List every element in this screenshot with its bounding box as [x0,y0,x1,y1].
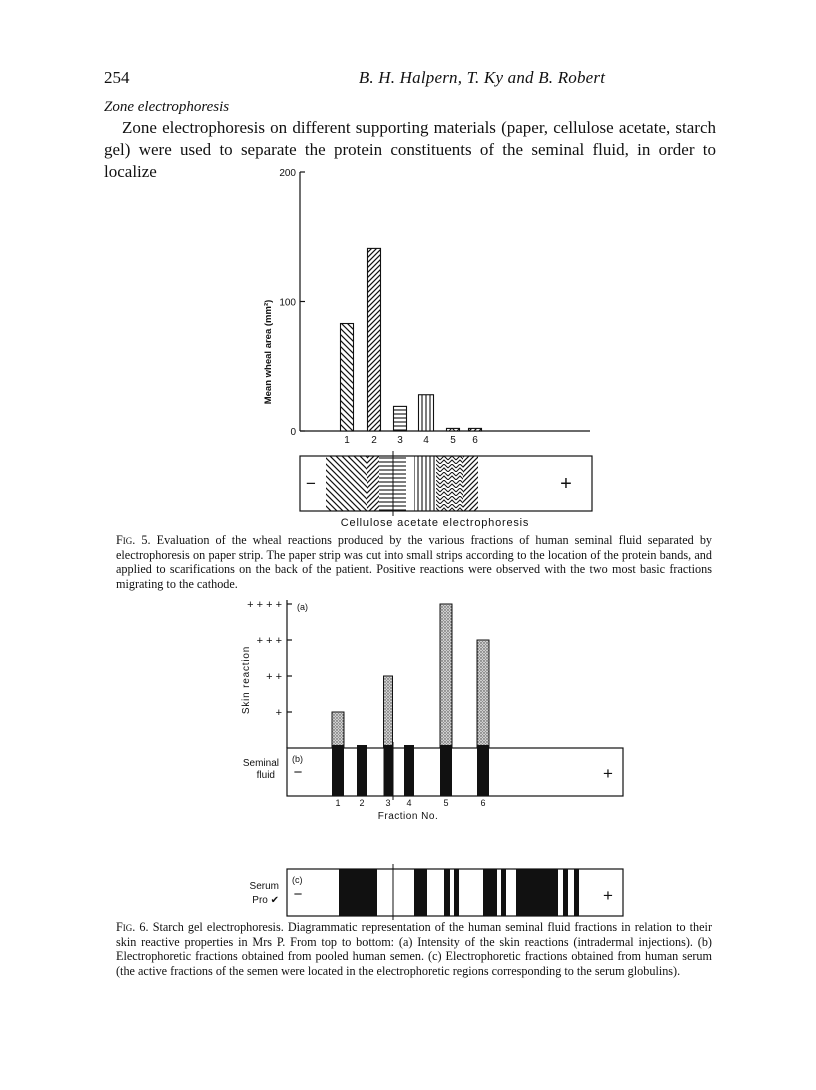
seminal-fluid-label-1: Seminal [242,758,279,769]
fig5-ylabel: Mean wheal area (mm²) [263,299,274,405]
body-paragraph: Zone electrophoresis on different supporting materials (paper, cellulose acetate, starch gel) were used to separate the protein constituents of the seminal fluid, in order to localize [104,118,716,181]
strip-zone-2 [367,456,379,511]
fig6-ylabel: Skin reaction [241,645,252,715]
fig5-xtick-label: 1 [344,435,350,446]
fig5-xtick-label: 3 [397,435,403,446]
fig6-panel-c: (c) [292,875,303,885]
fig6-panel-a: (a) [297,602,308,612]
fig5-ytick-label: 200 [279,168,296,179]
fig6-xtick-label: 5 [443,798,449,808]
fig5-bar [419,395,434,431]
seminal-band [404,745,414,796]
fig6-xtick-label: 4 [406,798,412,808]
fig5-bar [447,428,460,431]
strip-zone-5 [436,456,463,511]
fig5-xtick-label: 5 [450,435,456,446]
strip-zone-6 [463,456,478,511]
cellulose-acetate-strip [300,451,592,529]
figure5-caption [116,533,712,591]
fig6-xlabel: Fraction No. [377,811,439,822]
fig6-c-anode-sign: + [603,886,613,905]
fig5-ytick-label: 0 [290,427,296,438]
fig5-bar [394,406,407,431]
fig6-xtick-label: 1 [335,798,341,808]
running-head: B. H. Halpern, T. Ky and B. Robert [358,68,606,87]
figure6-chart [241,599,623,920]
fig6-xtick-label: 3 [385,798,391,808]
fig6-ytick-label: + + + + [247,599,282,611]
fig6-panel-b: (b) [292,754,303,764]
fig5-xtick-label: 6 [472,435,478,446]
figure6-caption-label: Fig. 6. [116,920,149,934]
fig5-bar [341,324,354,431]
fig5-bar [469,428,482,431]
figure6-caption-text: Starch gel electrophoresis. Diagrammatic representation of the human seminal fluid fractions in relation to their skin reactive properties in Mrs P. From top to bottom: (a) Intensity of the skin reactions (intradermal injections). (b) Electrophoretic fractions obtained from pooled human semen. (c) Electrophoretic fractions obtained from human serum (the active fractions of the semen were located in the electrophoretic regions corresponding to the serum globulins). [116,920,713,978]
fig5-ytick-label: 100 [279,297,296,309]
fig5-xtick-label: 4 [423,435,429,446]
fig5-bar [368,248,381,431]
fig5-cathode-sign: − [306,474,316,493]
serum-strip [287,864,623,920]
fig6-b-anode-sign: + [603,764,613,783]
seminal-band [477,745,489,796]
figure5-chart [263,168,590,446]
section-heading: Zone electrophoresis [104,99,230,115]
strip-zone-1 [326,456,367,511]
seminal-band [332,745,344,796]
figure5-caption-label: Fig. 5. [116,533,151,547]
fig6-xtick-label: 2 [359,798,365,808]
fig6-skin-bar [332,712,344,748]
serum-label-2: Pro ✔ [252,895,279,906]
seminal-band [384,745,393,796]
fig5-xtick-label: 2 [371,435,377,446]
figure5-caption-text: Evaluation of the wheal reactions produced by the various fractions of human seminal fluid separated by electrophoresis on paper strip. The paper strip was cut into small strips according to the location of the protein bands, and applied to scarifications on the back of the patient. Positive reactions were observed with the two most basic fractions migrating to the cathode. [116,533,713,591]
seminal-band [357,745,367,796]
fig5-anode-sign: + [560,473,572,495]
fig6-xtick-label: 6 [480,798,486,808]
serum-label-1: Serum [249,881,279,892]
fig6-ytick-label: + + + [256,635,282,647]
fig6-c-cathode-sign: − [293,886,303,903]
seminal-band [440,745,452,796]
page-number: 254 [104,68,130,87]
strip-zone-4 [414,456,436,511]
fig6-b-cathode-sign: − [293,764,303,781]
fig6-skin-bar [440,604,452,748]
fig5-strip-label: Cellulose acetate electrophoresis [340,517,530,529]
figure6-caption [116,920,712,978]
fig6-ytick-label: + + [266,671,282,683]
seminal-fluid-label-2: fluid [256,770,275,781]
fig6-ytick-label: + [275,707,282,719]
fig6-skin-bar [384,676,393,748]
fig6-skin-bar [477,640,489,748]
